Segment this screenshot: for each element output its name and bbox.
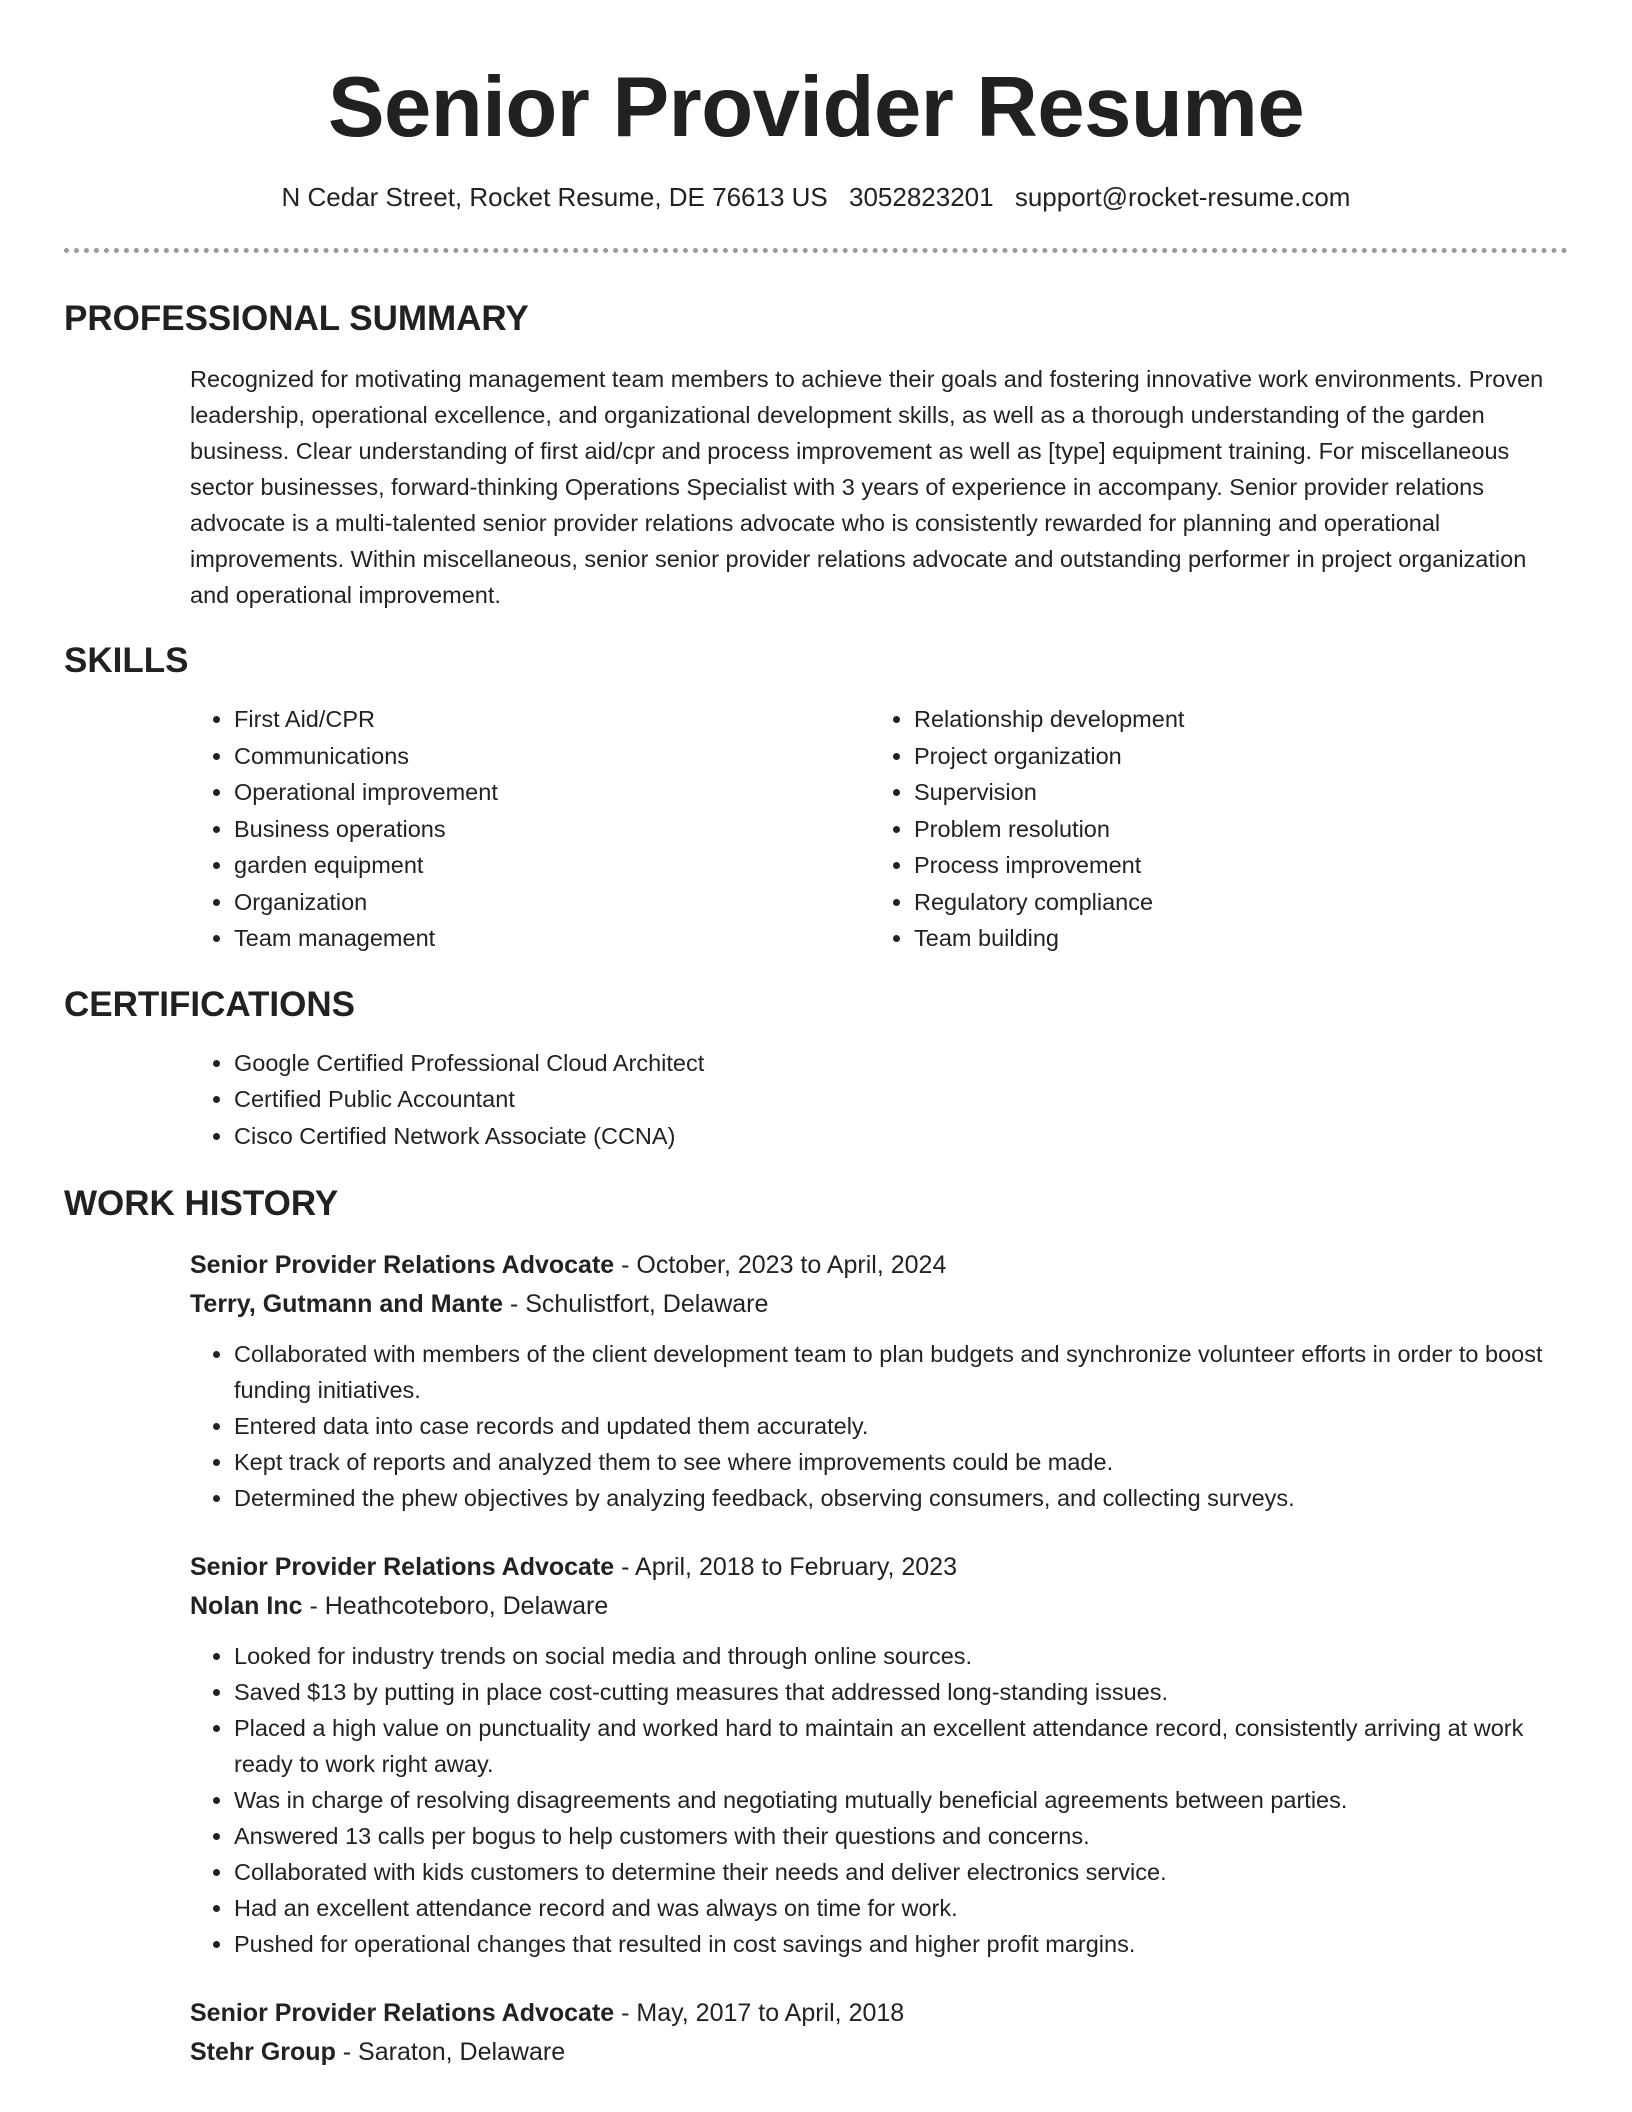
contact-email[interactable]: support@rocket-resume.com — [1014, 182, 1351, 212]
job-bullet: • Entered data into case records and updated them accurately. — [234, 1408, 1568, 1444]
certification-item: • Cisco Certified Network Associate (CCNA) — [234, 1118, 1568, 1155]
skill-item: • Team building — [914, 920, 1550, 957]
job-bullet: • Collaborated with members of the client development team to plan budgets and synchronize volunteer efforts in order to boost funding initiatives. — [234, 1336, 1568, 1408]
job-title: Senior Provider Relations Advocate — [190, 1553, 615, 1581]
job-dates: - October, 2023 to April, 2024 — [614, 1251, 947, 1279]
job-bullet: • Pushed for operational changes that resulted in cost savings and higher profit margins. — [234, 1926, 1568, 1962]
job-company: Stehr Group — [190, 2038, 336, 2066]
job-bullet: • Looked for industry trends on social media and through online sources. — [234, 1638, 1568, 1674]
job-bullet: • Was in charge of resolving disagreements and negotiating mutually beneficial agreements between parties. — [234, 1782, 1568, 1818]
skills-left-list — [190, 701, 870, 957]
job-location: - Saraton, Delaware — [335, 2038, 566, 2066]
job-location: - Schulistfort, Delaware — [503, 1290, 769, 1318]
skill-item: • Supervision — [914, 774, 1550, 811]
job-bullet: • Had an excellent attendance record and was always on time for work. — [234, 1890, 1568, 1926]
job-bullet: • Collaborated with kids customers to determine their needs and deliver electronics service. — [234, 1854, 1568, 1890]
contact-address: N Cedar Street, Rocket Resume, DE 76613 US — [281, 182, 828, 212]
job-company: Terry, Gutmann and Mante — [190, 1290, 504, 1318]
skill-item: • Process improvement — [914, 847, 1550, 884]
job-bullet: • Answered 13 calls per bogus to help customers with their questions and concerns. — [234, 1818, 1568, 1854]
job-title: Senior Provider Relations Advocate — [190, 1251, 615, 1279]
job-title: Senior Provider Relations Advocate — [190, 1999, 615, 2027]
header-divider — [64, 248, 1568, 253]
job-entry — [190, 1994, 1568, 2072]
job-title-line — [190, 1246, 1568, 1285]
job-company-line — [190, 1285, 1568, 1324]
job-bullet: • Placed a high value on punctuality and worked hard to maintain an excellent attendance record, consistently arriving at work ready to work right away. — [234, 1710, 1568, 1782]
job-company-line — [190, 2033, 1568, 2072]
resume-page — [64, 0, 1568, 2072]
skills-heading: SKILLS — [64, 641, 189, 680]
job-bullets — [190, 1336, 1568, 1516]
job-company-line — [190, 1587, 1568, 1626]
skill-item: • Business operations — [234, 811, 870, 848]
job-title-line — [190, 1548, 1568, 1587]
job-company: Nolan Inc — [190, 1592, 303, 1620]
certification-item: • Certified Public Accountant — [234, 1081, 1568, 1118]
skill-item: • Problem resolution — [914, 811, 1550, 848]
job-bullet: • Saved $13 by putting in place cost-cutting measures that addressed long-standing issues. — [234, 1674, 1568, 1710]
summary-heading: PROFESSIONAL SUMMARY — [64, 299, 529, 338]
job-bullet: • Determined the phew objectives by analyzing feedback, observing consumers, and collecting surveys. — [234, 1480, 1568, 1516]
job-bullets — [190, 1638, 1568, 1962]
job-bullet: • Kept track of reports and analyzed them to see where improvements could be made. — [234, 1444, 1568, 1480]
job-dates: - May, 2017 to April, 2018 — [614, 1999, 905, 2027]
skill-item: • Project organization — [914, 738, 1550, 775]
contact-line — [64, 180, 1568, 214]
skill-item: • Regulatory compliance — [914, 884, 1550, 921]
certifications-list — [190, 1045, 1568, 1155]
job-dates: - April, 2018 to February, 2023 — [614, 1553, 957, 1581]
skill-item: • Operational improvement — [234, 774, 870, 811]
resume-title: Senior Provider Resume — [327, 60, 1305, 155]
certifications-heading: CERTIFICATIONS — [64, 984, 356, 1024]
skill-item: • First Aid/CPR — [234, 701, 870, 738]
certification-item: • Google Certified Professional Cloud Architect — [234, 1045, 1568, 1082]
skill-item: • Communications — [234, 738, 870, 775]
skill-item: • garden equipment — [234, 847, 870, 884]
job-entry — [190, 1548, 1568, 1962]
job-location: - Heathcoteboro, Delaware — [302, 1592, 609, 1620]
skill-item: • Relationship development — [914, 701, 1550, 738]
summary-text: Recognized for motivating management team members to achieve their goals and fostering innovative work environments. Proven leadership, operational excellence, and organizational development skills, as well as a thorough understanding of the garden business. Clear understanding of first aid/cpr and process improvement as well as [type] equipment training. For miscellaneous sector businesses, forward-thinking Operations Specialist with 3 years of experience in accompany. Senior provider relations advocate is a multi-talented senior provider relations advocate who is consistently rewarded for planning and operational improvements. Within miscellaneous, senior senior provider relations advocate and outstanding performer in project organization and operational improvement. — [190, 366, 1544, 608]
contact-phone: 3052823201 — [849, 182, 994, 212]
job-title-line — [190, 1994, 1568, 2033]
work-history-heading: WORK HISTORY — [64, 1184, 339, 1223]
skill-item: • Team management — [234, 920, 870, 957]
skills-right-list — [870, 701, 1550, 957]
job-entry — [190, 1246, 1568, 1516]
skills-columns — [190, 701, 1568, 957]
skill-item: • Organization — [234, 884, 870, 921]
